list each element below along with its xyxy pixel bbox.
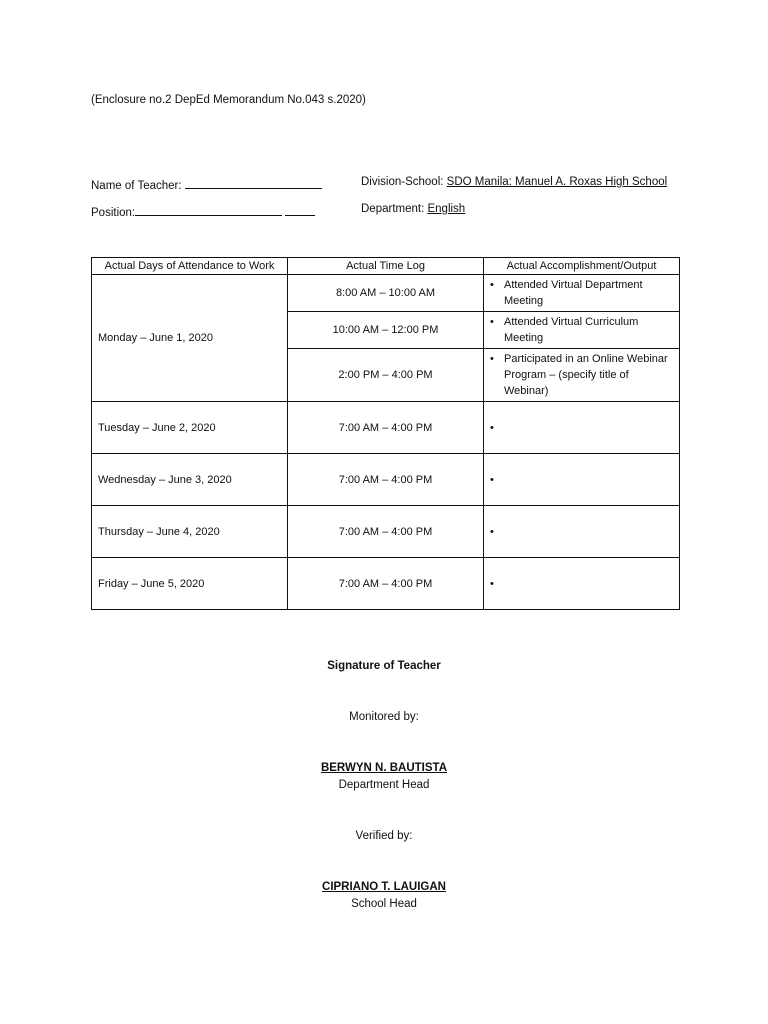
attendance-table xyxy=(91,257,680,610)
day-cell: Monday – June 1, 2020 xyxy=(92,275,288,402)
teacher-name-field xyxy=(91,176,322,192)
header-days: Actual Days of Attendance to Work xyxy=(92,258,288,275)
day-cell: Wednesday – June 3, 2020 xyxy=(92,454,288,506)
header-accomplishment: Actual Accomplishment/Output xyxy=(484,258,680,275)
department-label: Department: xyxy=(361,203,428,215)
department-field xyxy=(361,203,465,215)
table-row xyxy=(92,402,680,454)
monitored-by-label: Monitored by: xyxy=(349,711,419,723)
division-school-label: Division-School: xyxy=(361,176,447,188)
accomplishment-cell[interactable] xyxy=(484,275,680,312)
table-header-row xyxy=(92,258,680,275)
bullet-icon: • xyxy=(490,353,494,365)
division-school-field xyxy=(361,176,667,188)
division-school-value: SDO Manila: Manuel A. Roxas High School xyxy=(446,176,668,188)
time-cell: 7:00 AM – 4:00 PM xyxy=(288,454,484,506)
bullet-icon: • xyxy=(490,421,494,434)
accomplishment-cell[interactable] xyxy=(484,402,680,454)
time-cell: 7:00 AM – 4:00 PM xyxy=(288,558,484,610)
department-head-title: Department Head xyxy=(338,779,430,791)
bullet-icon: • xyxy=(490,316,494,328)
position-field xyxy=(91,203,315,219)
accomplishment-cell[interactable] xyxy=(484,454,680,506)
teacher-name-label: Name of Teacher: xyxy=(91,180,185,192)
table-row xyxy=(92,558,680,610)
accomplishment-cell[interactable] xyxy=(484,506,680,558)
teacher-signature-label: Signature of Teacher xyxy=(327,660,441,672)
teacher-name-blank[interactable] xyxy=(185,176,322,189)
accomplishment-cell[interactable] xyxy=(484,349,680,402)
day-cell: Thursday – June 4, 2020 xyxy=(92,506,288,558)
time-cell: 2:00 PM – 4:00 PM xyxy=(288,349,484,402)
bullet-icon: • xyxy=(490,473,494,486)
school-head-title: School Head xyxy=(351,898,417,910)
bullet-icon: • xyxy=(490,279,494,291)
day-cell: Friday – June 5, 2020 xyxy=(92,558,288,610)
table-row xyxy=(92,275,680,312)
accomplishment-text: Participated in an Online Webinar Program – (specify title of Webinar) xyxy=(504,353,668,397)
table-row xyxy=(92,506,680,558)
department-head-name: BERWYN N. BAUTISTA xyxy=(320,762,448,774)
enclosure-note: (Enclosure no.2 DepEd Memorandum No.043 s.2020) xyxy=(91,94,366,106)
day-cell: Tuesday – June 2, 2020 xyxy=(92,402,288,454)
time-cell: 7:00 AM – 4:00 PM xyxy=(288,506,484,558)
position-blank[interactable] xyxy=(135,203,282,216)
school-head-name: CIPRIANO T. LAUIGAN xyxy=(322,881,446,893)
accomplishment-text: Attended Virtual Curriculum Meeting xyxy=(504,316,639,344)
accomplishment-text: Attended Virtual Department Meeting xyxy=(504,279,643,307)
time-cell: 8:00 AM – 10:00 AM xyxy=(288,275,484,312)
position-blank-short[interactable] xyxy=(285,203,315,216)
bullet-icon: • xyxy=(490,577,494,590)
table-row xyxy=(92,454,680,506)
accomplishment-cell[interactable] xyxy=(484,312,680,349)
header-time-log: Actual Time Log xyxy=(288,258,484,275)
position-label: Position: xyxy=(91,207,136,219)
time-cell: 10:00 AM – 12:00 PM xyxy=(288,312,484,349)
department-value: English xyxy=(427,203,466,215)
time-cell: 7:00 AM – 4:00 PM xyxy=(288,402,484,454)
verified-by-label: Verified by: xyxy=(355,830,413,842)
bullet-icon: • xyxy=(490,525,494,538)
accomplishment-cell[interactable] xyxy=(484,558,680,610)
